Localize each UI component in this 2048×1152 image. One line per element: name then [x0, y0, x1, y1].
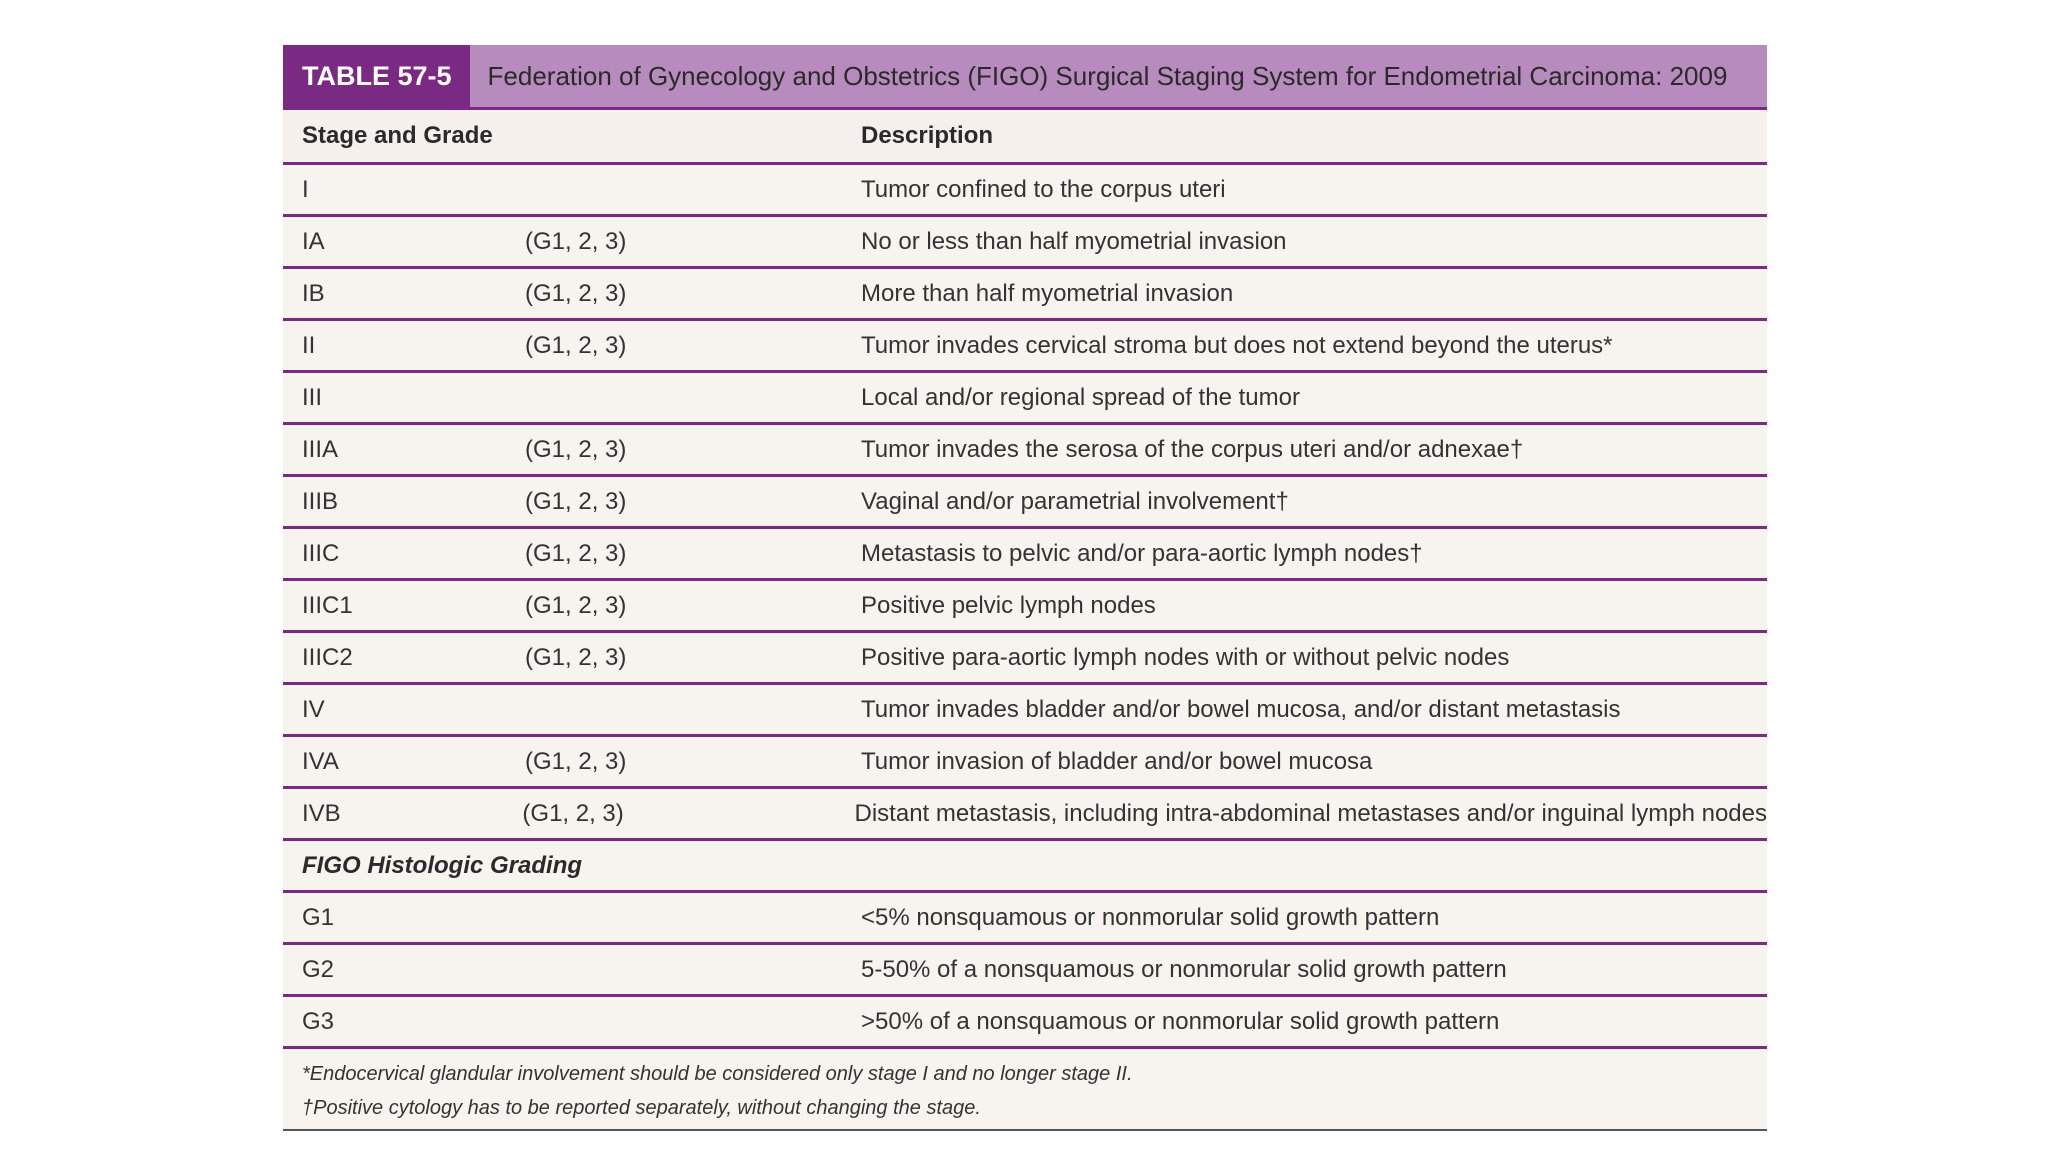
table-row — [283, 217, 1767, 269]
stage-cell: IIIA — [302, 436, 339, 463]
stage-cell: IVB — [302, 800, 341, 827]
description-cell: Local and/or regional spread of the tumor — [861, 384, 1300, 411]
grading-row — [283, 997, 1767, 1049]
description-cell: Metastasis to pelvic and/or para-aortic lymph nodes† — [861, 540, 1423, 567]
stage-cell: II — [302, 332, 316, 359]
grade-cell: (G1, 2, 3) — [525, 488, 627, 515]
description-cell: Tumor invades cervical stroma but does not extend beyond the uterus* — [861, 332, 1613, 359]
description-cell: Tumor confined to the corpus uteri — [861, 176, 1226, 203]
table-footnotes — [283, 1049, 1767, 1131]
grade-cell: (G1, 2, 3) — [525, 228, 627, 255]
grading-section-heading-row — [283, 841, 1767, 893]
grading-section-heading: FIGO Histologic Grading — [302, 852, 583, 879]
grade-description-cell: 5-50% of a nonsquamous or nonmorular solid growth pattern — [861, 956, 1507, 983]
description-cell: Positive para-aortic lymph nodes with or without pelvic nodes — [861, 644, 1510, 671]
grade-description-cell: <5% nonsquamous or nonmorular solid growth pattern — [861, 904, 1440, 931]
table-title: Federation of Gynecology and Obstetrics (FIGO) Surgical Staging System for Endometrial Carcinoma: 2009 — [487, 61, 1728, 91]
table-header-row — [283, 110, 1767, 165]
table-row — [283, 321, 1767, 373]
grade-cell: (G1, 2, 3) — [525, 332, 627, 359]
description-cell: Positive pelvic lymph nodes — [861, 592, 1156, 619]
description-cell: Distant metastasis, including intra-abdominal metastases and/or inguinal lymph nodes — [854, 800, 1767, 827]
grade-rows — [283, 893, 1767, 1049]
column-header-description: Description — [861, 122, 994, 149]
stage-cell: IVA — [302, 748, 339, 775]
stage-rows — [283, 165, 1767, 841]
table-row — [283, 789, 1767, 841]
stage-cell: IIIC2 — [302, 644, 353, 671]
grade-cell — [525, 685, 861, 734]
histologic-grade-cell: G2 — [302, 956, 335, 983]
grade-cell — [525, 165, 861, 214]
footnote-asterisk: *Endocervical glandular involvement should be considered only stage I and no longer stage II. — [302, 1063, 1133, 1085]
grade-cell: (G1, 2, 3) — [525, 748, 627, 775]
table-row — [283, 477, 1767, 529]
staging-table — [283, 45, 1767, 1131]
stage-cell: IIIC — [302, 540, 340, 567]
table-row — [283, 685, 1767, 737]
table-title-bar — [283, 45, 1767, 110]
histologic-grade-cell: G3 — [302, 1008, 335, 1035]
table-row — [283, 529, 1767, 581]
stage-cell: IA — [302, 228, 325, 255]
grading-row — [283, 945, 1767, 997]
grading-row — [283, 893, 1767, 945]
stage-cell: IB — [302, 280, 325, 307]
table-row — [283, 737, 1767, 789]
footnote-dagger: †Positive cytology has to be reported separately, without changing the stage. — [302, 1097, 981, 1119]
grade-cell: (G1, 2, 3) — [525, 540, 627, 567]
stage-cell: IV — [302, 696, 325, 723]
stage-cell: IIIC1 — [302, 592, 353, 619]
table-row — [283, 425, 1767, 477]
table-row — [283, 373, 1767, 425]
stage-cell: III — [302, 384, 323, 411]
table-row — [283, 581, 1767, 633]
table-row — [283, 269, 1767, 321]
grade-cell: (G1, 2, 3) — [525, 436, 627, 463]
grade-cell: (G1, 2, 3) — [525, 592, 627, 619]
description-cell: More than half myometrial invasion — [861, 280, 1234, 307]
grade-cell: (G1, 2, 3) — [522, 800, 624, 827]
histologic-grade-cell: G1 — [302, 904, 335, 931]
grade-cell — [525, 373, 861, 422]
table-row — [283, 165, 1767, 217]
grade-cell: (G1, 2, 3) — [525, 644, 627, 671]
grade-cell: (G1, 2, 3) — [525, 280, 627, 307]
description-cell: Tumor invasion of bladder and/or bowel mucosa — [861, 748, 1373, 775]
description-cell: Tumor invades bladder and/or bowel mucosa, and/or distant metastasis — [861, 696, 1621, 723]
description-cell: Tumor invades the serosa of the corpus uteri and/or adnexae† — [861, 436, 1524, 463]
stage-cell: I — [302, 176, 309, 203]
description-cell: Vaginal and/or parametrial involvement† — [861, 488, 1289, 515]
grade-description-cell: >50% of a nonsquamous or nonmorular solid growth pattern — [861, 1008, 1500, 1035]
column-header-stage-grade: Stage and Grade — [302, 122, 493, 149]
table-number: TABLE 57-5 — [283, 45, 470, 107]
table-row — [283, 633, 1767, 685]
stage-cell: IIIB — [302, 488, 339, 515]
description-cell: No or less than half myometrial invasion — [861, 228, 1287, 255]
